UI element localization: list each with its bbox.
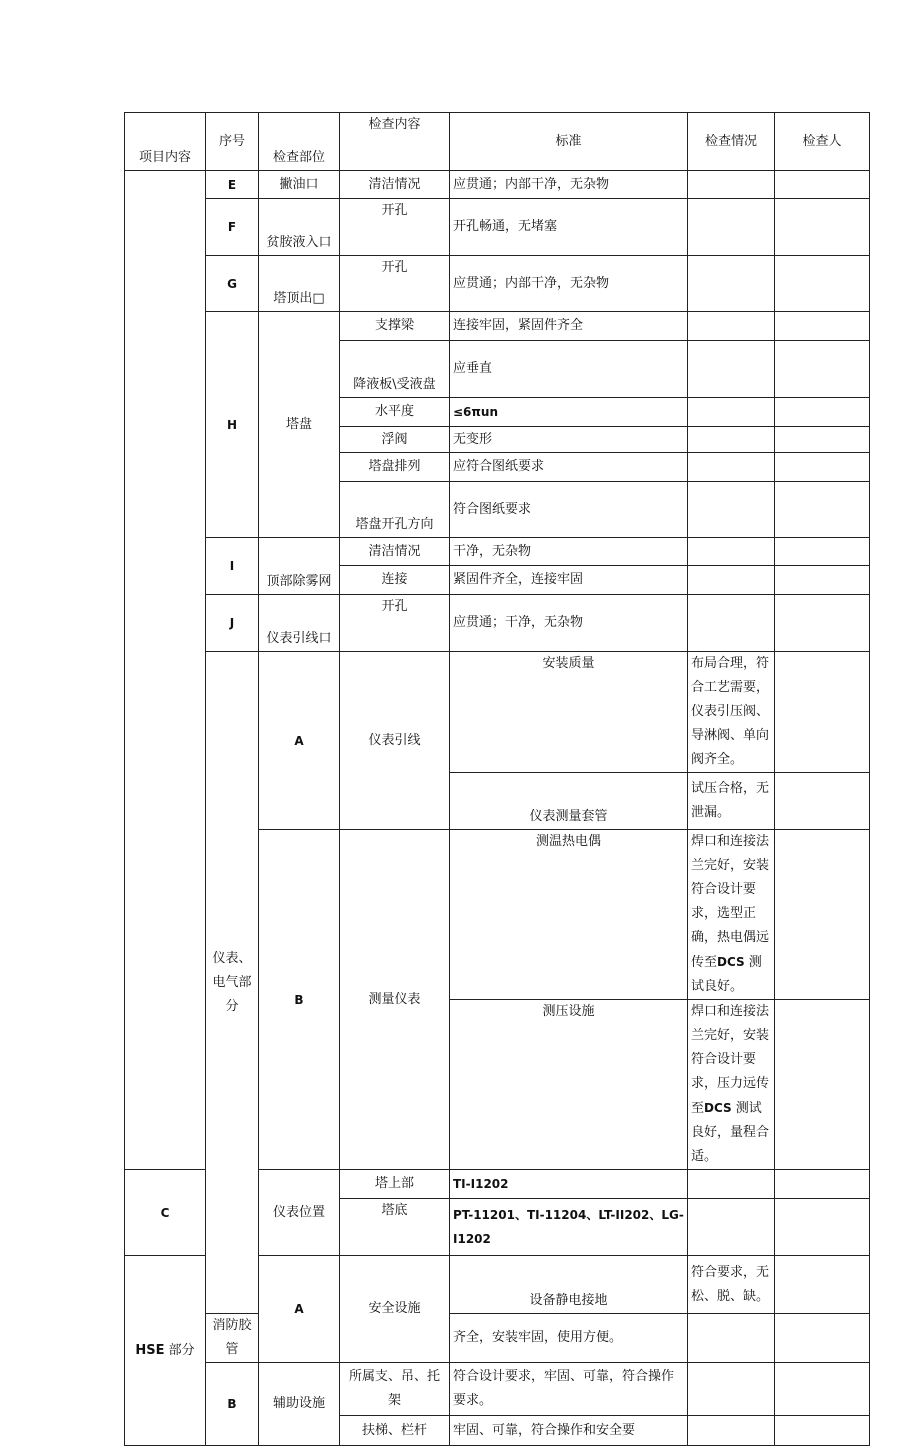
table-row	[125, 1363, 870, 1416]
content-cell: 塔上部	[340, 1170, 450, 1199]
section-cell-instrument: 仪表、电气部分	[206, 652, 259, 1314]
inspector-cell[interactable]	[775, 199, 870, 256]
content-cell: 塔底	[340, 1199, 450, 1256]
standard-cell: 开孔畅通，无堵塞	[450, 199, 688, 256]
content-cell: 降液板\受液盘	[340, 341, 450, 398]
standard-cell: 干净，无杂物	[450, 538, 688, 566]
header-seq: 序号	[206, 113, 259, 171]
content-cell: 测压设施	[450, 1000, 688, 1170]
standard-cell	[688, 1000, 775, 1170]
section-suffix: 部分	[168, 1342, 195, 1358]
part-cell: 塔顶出□	[259, 256, 340, 312]
seq-cell: C	[125, 1170, 206, 1256]
standard-text: 焊口和连接法兰完好，安装符合设计要求，选型正确，热电偶远传至	[691, 834, 770, 970]
content-cell: 设备静电接地	[450, 1256, 688, 1314]
part-cell: 仪表引线口	[259, 595, 340, 652]
table-row	[125, 199, 870, 256]
status-cell[interactable]	[688, 312, 775, 341]
inspector-cell[interactable]	[775, 256, 870, 312]
inspector-cell[interactable]	[775, 171, 870, 199]
status-cell[interactable]	[688, 427, 775, 453]
table-row	[125, 312, 870, 341]
standard-cell: 应贯通；内部干净，无杂物	[450, 256, 688, 312]
standard-text: 焊口和连接法兰完好，安装符合设计要求，压力远传至	[691, 1004, 770, 1116]
inspection-table	[124, 112, 870, 1446]
inspector-cell[interactable]	[775, 341, 870, 398]
standard-cell: 试压合格，无泄漏。	[688, 773, 775, 830]
table-row	[125, 171, 870, 199]
standard-cell: 布局合理，符合工艺需要，仪表引压阀、导淋阀、单向阀齐全。	[688, 652, 775, 773]
standard-cell: 应贯通；干净，无杂物	[450, 595, 688, 652]
hse-label: HSE	[135, 1342, 165, 1358]
inspector-cell[interactable]	[775, 1199, 870, 1256]
status-cell[interactable]	[775, 1256, 870, 1314]
seq-cell: J	[206, 595, 259, 652]
inspector-cell[interactable]	[775, 538, 870, 566]
content-cell: 塔盘开孔方向	[340, 482, 450, 538]
standard-cell: 牢固、可靠，符合操作和安全要	[450, 1416, 688, 1446]
header-content: 检查内容	[340, 113, 450, 171]
table-row	[125, 595, 870, 652]
inspector-cell[interactable]	[775, 1416, 870, 1446]
standard-cell: 符合要求，无松、脱、缺。	[688, 1256, 775, 1314]
seq-cell: B	[259, 830, 340, 1170]
standard-cell: 齐全，安装牢固，使用方便。	[450, 1314, 688, 1363]
inspector-cell[interactable]	[775, 312, 870, 341]
standard-cell: 符合设计要求，牢固、可靠，符合操作要求。	[450, 1363, 688, 1416]
inspector-cell[interactable]	[775, 1363, 870, 1416]
status-cell[interactable]	[688, 1199, 775, 1256]
status-cell[interactable]	[688, 1363, 775, 1416]
seq-cell: I	[206, 538, 259, 595]
part-cell: 辅助设施	[259, 1363, 340, 1446]
part-cell: 贫胺液入口	[259, 199, 340, 256]
status-cell[interactable]	[688, 256, 775, 312]
content-cell: 测温热电偶	[450, 830, 688, 1000]
standard-cell: 紧固件齐全，连接牢固	[450, 566, 688, 595]
status-cell[interactable]	[775, 830, 870, 1000]
status-cell[interactable]	[688, 341, 775, 398]
standard-cell: 连接牢固，紧固件齐全	[450, 312, 688, 341]
header-standard: 标准	[450, 113, 688, 171]
header-status: 检查情况	[688, 113, 775, 171]
seq-cell: A	[259, 1256, 340, 1363]
content-cell: 开孔	[340, 199, 450, 256]
seq-cell: A	[259, 652, 340, 830]
inspector-cell[interactable]	[775, 595, 870, 652]
header-inspector: 检查人	[775, 113, 870, 171]
inspector-cell[interactable]	[775, 566, 870, 595]
status-cell[interactable]	[688, 482, 775, 538]
inspector-cell[interactable]	[775, 482, 870, 538]
status-cell[interactable]	[688, 1314, 775, 1363]
status-cell[interactable]	[688, 171, 775, 199]
content-cell: 塔盘排列	[340, 453, 450, 482]
inspector-cell[interactable]	[775, 1314, 870, 1363]
standard-cell: 应符合图纸要求	[450, 453, 688, 482]
part-cell: 仪表位置	[259, 1170, 340, 1256]
part-cell: 塔盘	[259, 312, 340, 538]
status-cell[interactable]	[688, 453, 775, 482]
table-header-row	[125, 113, 870, 171]
status-cell[interactable]	[775, 1000, 870, 1170]
content-cell: 仪表测量套管	[450, 773, 688, 830]
seq-cell: G	[206, 256, 259, 312]
content-cell: 开孔	[340, 595, 450, 652]
standard-cell	[688, 830, 775, 1000]
header-part: 检查部位	[259, 113, 340, 171]
status-cell[interactable]	[775, 652, 870, 773]
content-cell: 消防胶管	[206, 1314, 259, 1363]
standard-cell: TI-I1202	[450, 1170, 688, 1199]
standard-cell: 符合图纸要求	[450, 482, 688, 538]
content-cell: 所属支、吊、托架	[340, 1363, 450, 1416]
seq-cell: F	[206, 199, 259, 256]
status-cell[interactable]	[688, 398, 775, 427]
section-cell-tower	[125, 171, 206, 1170]
table-row	[125, 538, 870, 566]
inspector-cell[interactable]	[775, 453, 870, 482]
table-row	[125, 256, 870, 312]
standard-cell: 无变形	[450, 427, 688, 453]
seq-cell: B	[206, 1363, 259, 1446]
standard-text: 测试良好。	[691, 955, 762, 994]
content-cell: 浮阀	[340, 427, 450, 453]
table-row	[125, 1314, 870, 1363]
dcs-label: DCS	[704, 1101, 732, 1115]
inspector-cell[interactable]	[775, 427, 870, 453]
standard-cell: 应贯通；内部干净，无杂物	[450, 171, 688, 199]
content-cell: 开孔	[340, 256, 450, 312]
standard-cell: PT-11201、TI-11204、LT-II202、LG-I1202	[450, 1199, 688, 1256]
content-cell: 连接	[340, 566, 450, 595]
inspector-cell[interactable]	[775, 1170, 870, 1199]
status-cell[interactable]	[688, 1416, 775, 1446]
part-cell: 安全设施	[340, 1256, 450, 1363]
status-cell[interactable]	[688, 566, 775, 595]
seq-cell: H	[206, 312, 259, 538]
standard-text: 测试良好，量程合适。	[691, 1101, 770, 1164]
header-project: 项目内容	[125, 113, 206, 171]
part-cell: 撇油口	[259, 171, 340, 199]
seq-cell: E	[206, 171, 259, 199]
content-cell: 清洁情况	[340, 538, 450, 566]
part-cell: 仪表引线	[340, 652, 450, 830]
inspection-sheet	[124, 112, 869, 1446]
content-cell: 扶梯、栏杆	[340, 1416, 450, 1446]
section-cell-hse	[125, 1256, 206, 1446]
inspector-cell[interactable]	[775, 398, 870, 427]
content-cell: 支撑梁	[340, 312, 450, 341]
dcs-label: DCS	[717, 955, 745, 969]
content-cell: 安装质量	[450, 652, 688, 773]
status-cell[interactable]	[688, 538, 775, 566]
content-cell: 水平度	[340, 398, 450, 427]
part-cell: 顶部除雾网	[259, 538, 340, 595]
table-row	[125, 652, 870, 773]
standard-cell: 应垂直	[450, 341, 688, 398]
status-cell[interactable]	[775, 773, 870, 830]
status-cell[interactable]	[688, 1170, 775, 1199]
status-cell[interactable]	[688, 595, 775, 652]
status-cell[interactable]	[688, 199, 775, 256]
standard-cell: ≤6πun	[450, 398, 688, 427]
part-cell: 测量仪表	[340, 830, 450, 1170]
content-cell: 清洁情况	[340, 171, 450, 199]
